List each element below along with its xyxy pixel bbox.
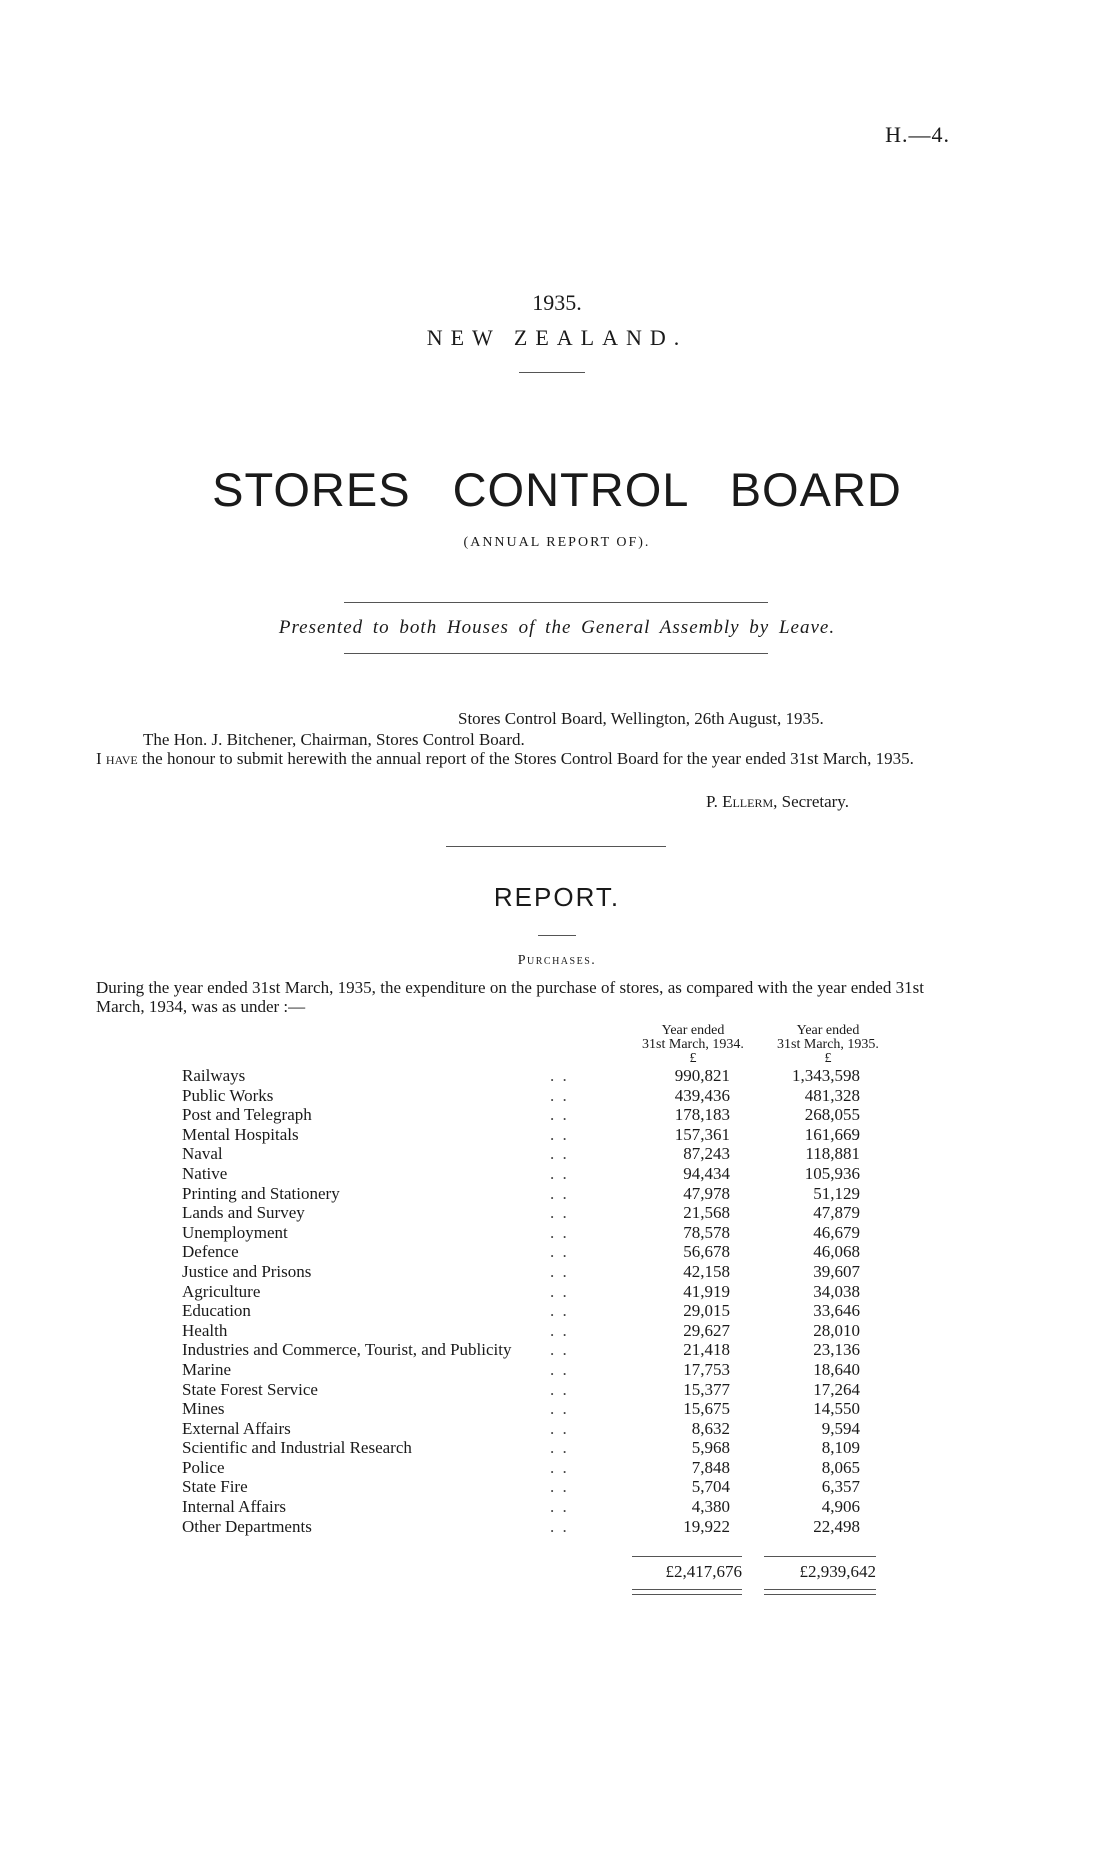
value-1934-cell: 17,753 (683, 1359, 730, 1379)
table-row (182, 1497, 860, 1517)
department-cell: Police (182, 1457, 225, 1477)
department-cell: Other Departments (182, 1516, 312, 1536)
dot-leader: . . (550, 1418, 569, 1438)
dot-leader: . . (550, 1516, 569, 1536)
dot-leader: . . (550, 1438, 569, 1458)
dot-leader: . . (550, 1477, 569, 1497)
table-row (182, 1164, 860, 1184)
dot-leader: . . (550, 1359, 569, 1379)
dot-leader: . . (550, 1183, 569, 1203)
column-gap (730, 1399, 748, 1419)
value-1934-cell: 8,632 (691, 1418, 730, 1438)
letter-lead: I have (96, 749, 138, 768)
column-gap (730, 1105, 748, 1125)
purchases-table-body (182, 1066, 860, 1536)
dot-leader: . . (550, 1320, 569, 1340)
table-row (182, 1144, 860, 1164)
letter-address: Stores Control Board, Wellington, 26th August, 1935. (458, 709, 824, 728)
column-header-unit: £ (824, 1051, 832, 1066)
divider (344, 602, 768, 603)
column-header-1935 (763, 1024, 893, 1066)
divider (519, 372, 585, 373)
column-gap (730, 1477, 748, 1497)
column-gap (730, 1066, 748, 1086)
table-row (182, 1380, 860, 1400)
department-cell: Internal Affairs (182, 1497, 287, 1517)
value-1934-cell: 29,015 (683, 1301, 730, 1321)
table-row (182, 1242, 860, 1262)
value-1935-cell: 105,936 (804, 1163, 860, 1183)
department-cell: Unemployment (182, 1222, 288, 1242)
value-1934-cell: 5,968 (691, 1438, 730, 1458)
dot-leader: . . (550, 1163, 569, 1183)
dot-leader: . . (550, 1066, 569, 1085)
table-row (182, 1184, 860, 1204)
column-gap (730, 1458, 748, 1478)
value-1935-cell: 8,109 (821, 1438, 860, 1458)
value-1934-cell: 5,704 (691, 1477, 730, 1497)
column-gap (730, 1380, 748, 1400)
page-subtitle: (ANNUAL REPORT OF). (463, 535, 651, 550)
value-1934-cell: 990,821 (674, 1066, 730, 1085)
department-cell: Scientific and Industrial Research (182, 1438, 412, 1458)
value-1935-cell: 14,550 (813, 1399, 860, 1419)
value-1934-cell: 94,434 (683, 1163, 730, 1183)
value-1934-cell: 47,978 (683, 1183, 730, 1203)
value-1935-cell: 46,068 (813, 1242, 860, 1262)
value-1934-cell: 29,627 (683, 1320, 730, 1340)
department-cell: Industries and Commerce, Tourist, and Publicity (182, 1340, 512, 1360)
department-cell: Mental Hospitals (182, 1124, 299, 1144)
table-row (182, 1438, 860, 1458)
column-gap (730, 1419, 748, 1439)
value-1934-cell: 87,243 (683, 1144, 730, 1164)
table-row (182, 1066, 860, 1086)
table-row (182, 1340, 860, 1360)
value-1934-cell: 41,919 (683, 1281, 730, 1301)
value-1935-cell: 8,065 (821, 1457, 860, 1477)
double-rule (632, 1589, 742, 1595)
department-cell: Printing and Stationery (182, 1183, 340, 1203)
column-header-line2: 31st March, 1935. (777, 1037, 879, 1052)
value-1934-cell: 21,568 (683, 1203, 730, 1223)
value-1935-cell: 39,607 (813, 1261, 860, 1281)
value-1935-cell: 4,906 (821, 1497, 860, 1517)
divider (344, 653, 768, 654)
table-row (182, 1517, 860, 1537)
section-heading: Purchases. (517, 953, 597, 968)
page-title: STORES CONTROL BOARD (212, 463, 902, 516)
value-1934-cell: 15,377 (683, 1379, 730, 1399)
value-1934-cell: 7,848 (691, 1457, 730, 1477)
dot-leader: . . (550, 1222, 569, 1242)
divider (446, 846, 666, 847)
letter-recipient: The Hon. J. Bitchener, Chairman, Stores Control Board. (143, 730, 525, 749)
divider (538, 935, 576, 936)
column-gap (730, 1360, 748, 1380)
signature-title: , Secretary. (773, 792, 849, 811)
department-cell: Agriculture (182, 1281, 261, 1301)
value-1935-cell: 34,038 (813, 1281, 860, 1301)
table-row (182, 1477, 860, 1497)
table-row (182, 1399, 860, 1419)
value-1935-cell: 47,879 (813, 1203, 860, 1223)
purchases-table (182, 1066, 860, 1536)
column-gap (730, 1340, 748, 1360)
value-1934-cell: 178,183 (674, 1105, 730, 1125)
dot-leader: . . (550, 1203, 569, 1223)
value-1934-cell: 15,675 (683, 1399, 730, 1419)
value-1934-cell: 56,678 (683, 1242, 730, 1262)
report-year: 1935. (532, 290, 582, 315)
table-row (182, 1105, 860, 1125)
value-1935-cell: 17,264 (813, 1379, 860, 1399)
value-1935-cell: 22,498 (813, 1516, 860, 1536)
department-cell: Naval (182, 1144, 223, 1164)
column-gap (730, 1203, 748, 1223)
department-cell: Lands and Survey (182, 1203, 305, 1223)
value-1935-cell: 161,669 (804, 1124, 860, 1144)
table-row (182, 1458, 860, 1478)
value-1935-cell: 33,646 (813, 1301, 860, 1321)
column-header-line1: Year ended (796, 1023, 860, 1038)
department-cell: Public Works (182, 1085, 274, 1105)
department-cell: External Affairs (182, 1418, 291, 1438)
table-row (182, 1360, 860, 1380)
letter-signature (706, 792, 849, 811)
column-gap (730, 1301, 748, 1321)
dot-leader: . . (550, 1340, 569, 1360)
column-gap (730, 1125, 748, 1145)
report-heading: REPORT. (493, 882, 621, 912)
column-gap (730, 1438, 748, 1458)
column-gap (730, 1262, 748, 1282)
column-gap (730, 1282, 748, 1302)
value-1935-cell: 23,136 (813, 1340, 860, 1360)
dot-leader: . . (550, 1144, 569, 1164)
dot-leader: . . (550, 1379, 569, 1399)
value-1934-cell: 21,418 (683, 1340, 730, 1360)
value-1934-cell: 78,578 (683, 1222, 730, 1242)
signature-name: P. Ellerm (706, 792, 774, 811)
table-row (182, 1301, 860, 1321)
value-1935-cell: 6,357 (821, 1477, 860, 1497)
document-reference: H.—4. (885, 122, 950, 147)
value-1934-cell: 19,922 (683, 1516, 730, 1536)
table-row (182, 1203, 860, 1223)
department-cell: Mines (182, 1399, 225, 1419)
dot-leader: . . (550, 1399, 569, 1419)
department-cell: State Fire (182, 1477, 248, 1497)
dot-leader: . . (550, 1457, 569, 1477)
table-row (182, 1125, 860, 1145)
dot-leader: . . (550, 1124, 569, 1144)
department-cell: Post and Telegraph (182, 1105, 312, 1125)
value-1935-cell: 51,129 (813, 1183, 860, 1203)
column-gap (730, 1184, 748, 1204)
double-rule (764, 1589, 876, 1595)
dot-leader: . . (550, 1301, 569, 1321)
letter-body (96, 749, 924, 768)
table-row (182, 1321, 860, 1341)
column-gap (730, 1517, 748, 1537)
value-1935-cell: 118,881 (805, 1144, 860, 1164)
column-gap (730, 1086, 748, 1106)
value-1935-cell: 1,343,598 (792, 1066, 860, 1085)
column-header-line1: Year ended (661, 1023, 725, 1038)
purchases-intro: During the year ended 31st March, 1935, the expenditure on the purchase of stores, as compared with the year ended 31st March, 1934, was as under :— (96, 978, 924, 1016)
dot-leader: . . (550, 1261, 569, 1281)
department-cell: State Forest Service (182, 1379, 318, 1399)
value-1935-cell: 18,640 (813, 1359, 860, 1379)
country-name: NEW ZEALAND. (426, 325, 688, 350)
department-cell: Justice and Prisons (182, 1261, 312, 1281)
department-cell: Railways (182, 1066, 246, 1085)
value-1934-cell: 157,361 (674, 1124, 730, 1144)
column-header-1934 (628, 1024, 758, 1066)
department-cell: Native (182, 1163, 228, 1183)
dot-leader: . . (550, 1497, 569, 1517)
value-1934-cell: 42,158 (683, 1261, 730, 1281)
column-gap (730, 1223, 748, 1243)
column-header-line2: 31st March, 1934. (642, 1037, 744, 1052)
value-1934-cell: 4,380 (691, 1497, 730, 1517)
column-gap (730, 1164, 748, 1184)
value-1935-cell: 481,328 (804, 1085, 860, 1105)
value-1935-cell: 9,594 (821, 1418, 860, 1438)
department-cell: Marine (182, 1359, 232, 1379)
table-row (182, 1419, 860, 1439)
value-1935-cell: 28,010 (813, 1320, 860, 1340)
dot-leader: . . (550, 1281, 569, 1301)
table-row (182, 1223, 860, 1243)
column-gap (730, 1321, 748, 1341)
value-1935-cell: 46,679 (813, 1222, 860, 1242)
table-row (182, 1282, 860, 1302)
dot-leader: . . (550, 1105, 569, 1125)
column-gap (730, 1242, 748, 1262)
total-1934: £2,417,676 (665, 1562, 742, 1581)
table-row (182, 1086, 860, 1106)
letter-body-text: the honour to submit herewith the annual report of the Stores Control Board for the year ended 31st March, 1935. (137, 749, 914, 768)
total-1935: £2,939,642 (799, 1562, 876, 1581)
column-gap (730, 1144, 748, 1164)
column-gap (730, 1497, 748, 1517)
totals-rule (764, 1556, 876, 1557)
dot-leader: . . (550, 1242, 569, 1262)
dot-leader: . . (550, 1085, 569, 1105)
department-cell: Health (182, 1320, 228, 1340)
department-cell: Defence (182, 1242, 239, 1262)
value-1935-cell: 268,055 (804, 1105, 860, 1125)
department-cell: Education (182, 1301, 251, 1321)
column-header-unit: £ (689, 1051, 697, 1066)
table-row (182, 1262, 860, 1282)
totals-rule (632, 1556, 742, 1557)
value-1934-cell: 439,436 (674, 1085, 730, 1105)
presented-line: Presented to both Houses of the General Assembly by Leave. (278, 617, 836, 638)
